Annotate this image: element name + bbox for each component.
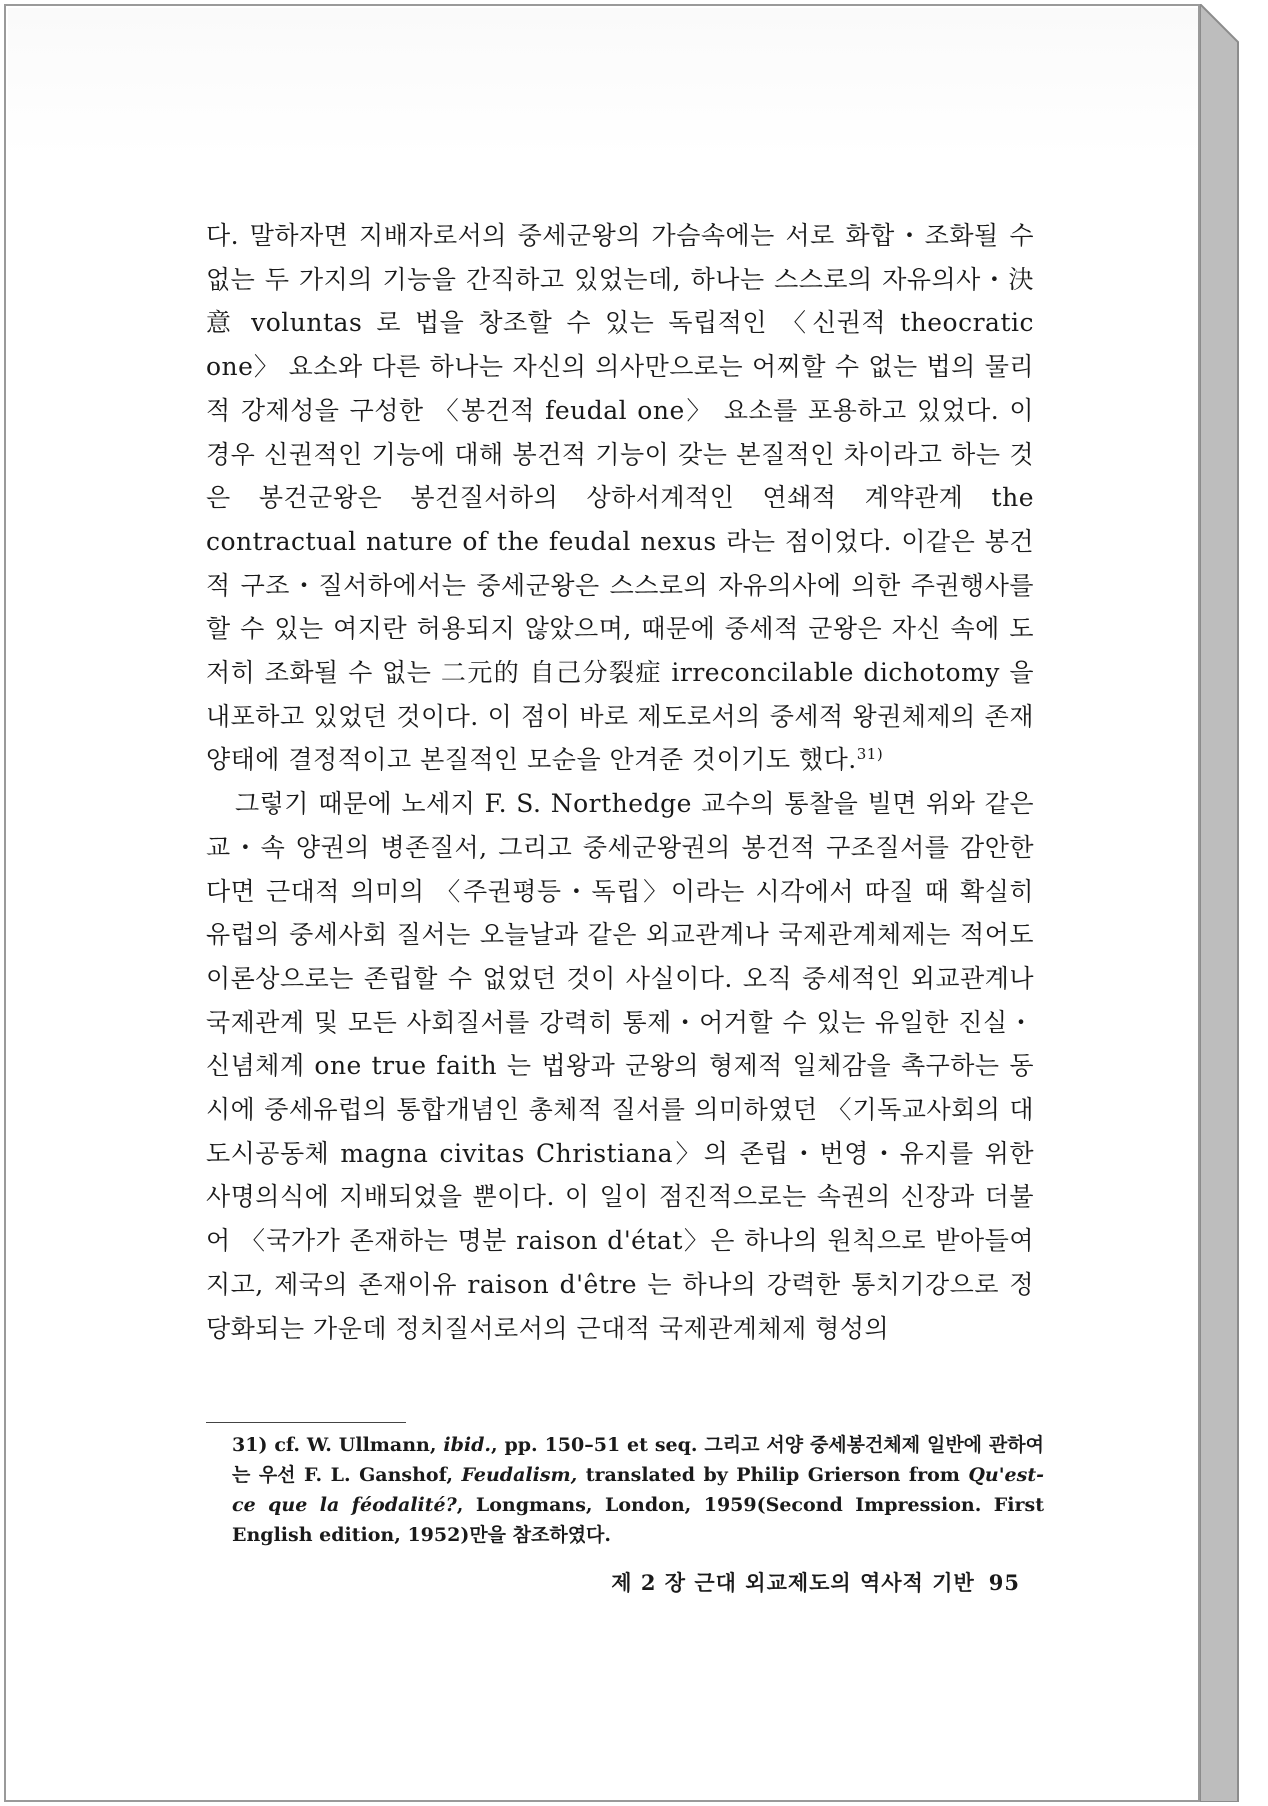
footnote-divider [206, 1422, 406, 1423]
footnote-text-4: , Longmans, London, 1959(Second Impression. First English edition, 1952)만을 참조하였다. [232, 1494, 1044, 1546]
running-footer [550, 1567, 1020, 1597]
paragraph-1 [206, 214, 1034, 782]
page-number: 95 [988, 1570, 1020, 1595]
page-top-shade [8, 8, 1198, 158]
paragraph-2-text: 그렇기 때문에 노세지 F. S. Northedge 교수의 통찰을 빌면 위와 같은 교・속 양권의 병존질서, 그리고 중세군왕권의 봉건적 구조질서를 감안한다면 근대적 의미의 〈주권평등・독립〉이라는 시각에서 따질 때 확실히 유럽의 중세사회 질서는 오늘날과 같은 외교관계나 국제관계체제는 적어도 이론상으로는 존립할 수 없었던 것이 사실이다. 오직 중세적인 외교관계나 국제관계 및 모든 사회질서를 강력히 통제・어거할 수 있는 유일한 진실・신념체계 one true faith 는 법왕과 군왕의 형제적 일체감을 촉구하는 동시에 중세유럽의 통합개념인 총체적 질서를 의미하였던 〈기독교사회의 대도시공동체 magna civitas Christiana〉의 존립・번영・유지를 위한 사명의식에 지배되었을 뿐이다. 이 일이 점진적으로는 속권의 신장과 더불어 〈국가가 존재하는 명분 raison d'état〉은 하나의 원칙으로 받아들여지고, 제국의 존재이유 raison d'être 는 하나의 강력한 통치기강으로 정당화되는 가운데 정치질서로서의 근대적 국제관계체제 형성의 [206, 789, 1034, 1343]
footnote-original-title: Qu'est-ce que la féodalité? [232, 1464, 1044, 1516]
footnote-ibid: ibid. [443, 1434, 491, 1456]
footnote-31 [232, 1430, 1044, 1550]
paragraph-2 [206, 782, 1034, 1350]
paragraph-1-text: 다. 말하자면 지배자로서의 중세군왕의 가슴속에는 서로 화합・조화될 수 없는 두 가지의 기능을 간직하고 있었는데, 하나는 스스로의 자유의사・決意 voluntas 로 법을 창조할 수 있는 독립적인 〈신권적 theocratic one〉 요소와 다른 하나는 자신의 의사만으로는 어찌할 수 없는 법의 물리적 강제성을 구성한 〈봉건적 feudal one〉 요소를 포용하고 있었다. 이 경우 신권적인 기능에 대해 봉건적 기능이 갖는 본질적인 차이라고 하는 것은 봉건군왕은 봉건질서하의 상하서계적인 연쇄적 계약관계 the contractual nature of the feudal nexus 라는 점이었다. 이같은 봉건적 구조・질서하에서는 중세군왕은 스스로의 자유의사에 의한 주권행사를 할 수 있는 여지란 허용되지 않았으며, 때문에 중세적 군왕은 자신 속에 도저히 조화될 수 없는 二元的 自己分裂症 irreconcilable dichotomy 을 내포하고 있었던 것이다. 이 점이 바로 제도로서의 중세적 왕권체제의 존재양태에 결정적이고 본질적인 모순을 안겨준 것이기도 했다. [206, 221, 1034, 775]
footnote-text-2: , pp. 150–51 et seq. 그리고 서양 중세봉건체제 일반에 관하여는 우선 F. L. Ganshof, [232, 1434, 1044, 1486]
footnote-number: 31) [232, 1434, 268, 1456]
footnote-text-1: cf. W. Ullmann, [274, 1434, 444, 1456]
footnote-text-3: translated by Philip Grierson from [577, 1464, 969, 1486]
body-text [206, 214, 1034, 1350]
footnote-book-title: Feudalism, [461, 1464, 578, 1486]
footnote-reference[interactable]: 31) [856, 745, 884, 764]
chapter-title: 제 2 장 근대 외교제도의 역사적 기반 [611, 1570, 975, 1595]
